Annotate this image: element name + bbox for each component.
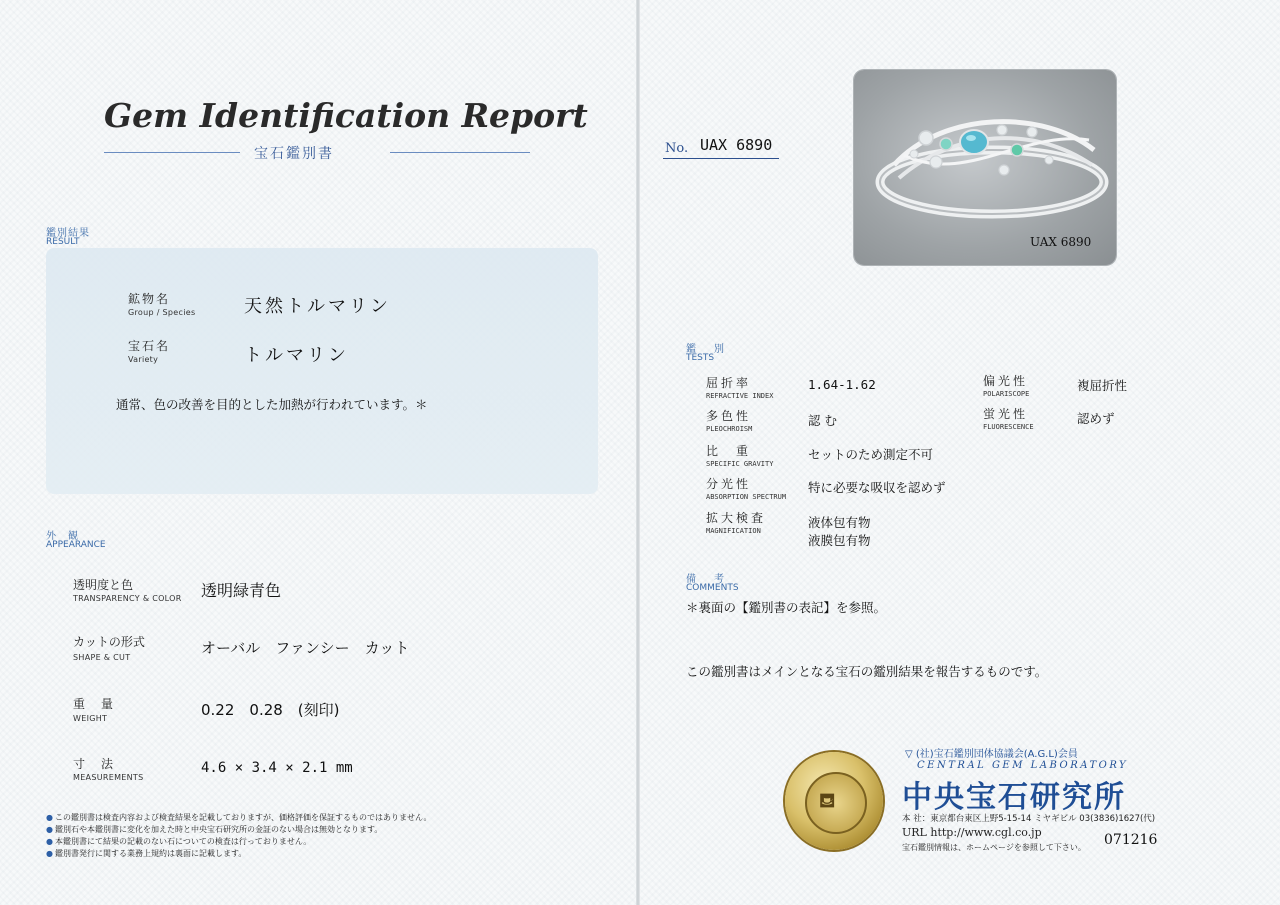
refractive-index-value: 1.64-1.62 <box>808 377 876 392</box>
test-label-en: POLARISCOPE <box>983 390 1030 398</box>
result-section-en: RESULT <box>46 237 80 247</box>
variety-label-en: Variety <box>128 355 159 364</box>
footnote-item: ● 鑑別石や本鑑別書に変化を加えた時と中央宝石研究所の金証のない場合は無効となります。 <box>46 824 431 836</box>
variety-label-ja: 宝石名 <box>128 339 171 353</box>
variety-value: トルマリン <box>244 345 349 366</box>
test-label-ja: 比 重 <box>706 444 752 458</box>
measure-label-en: MEASUREMENTS <box>73 773 144 782</box>
report-number-value: UAX 6890 <box>700 136 773 154</box>
association-text: (社)宝石鑑別団体協議会(A.G.L)会員 <box>915 749 1078 760</box>
comments-section-ja: 備 考 <box>686 574 728 585</box>
magnification-value-1: 液体包有物 <box>808 515 871 530</box>
footnote-item: ● 鑑別書発行に関する業務上規約は裏面に記載します。 <box>46 848 431 860</box>
group-value: 天然トルマリン <box>244 296 391 317</box>
transparency-label-ja: 透明度と色 <box>73 578 134 592</box>
magnification-value-2: 液膜包有物 <box>808 533 871 548</box>
lab-url: URL http://www.cgl.co.jp <box>902 826 1042 839</box>
page-fold <box>636 0 640 905</box>
weight-label-en: WEIGHT <box>73 714 108 723</box>
pleochroism-value: 認 む <box>808 413 837 428</box>
result-section-ja: 鑑別結果 <box>46 228 90 239</box>
fluorescence-value: 認めず <box>1077 411 1115 426</box>
test-label-ja: 分光性 <box>706 477 752 491</box>
lab-association <box>905 745 1078 760</box>
lab-address: 本 社：東京都台東区上野5-15-14 ミヤギビル 03(3836)1627(代) <box>902 814 1156 824</box>
test-label-ja: 多色性 <box>706 409 752 423</box>
measure-value: 4.6 × 3.4 × 2.1 mm <box>201 760 353 776</box>
appearance-section-ja: 外 観 <box>46 531 79 542</box>
shape-label-ja: カットの形式 <box>73 635 145 649</box>
subtitle-rule-right <box>390 152 530 153</box>
weight-value: 0.22 0.28 (刻印) <box>201 701 340 719</box>
diamond-icon: ▽ <box>905 749 913 760</box>
transparency-label-en: TRANSPARENCY & COLOR <box>73 594 182 603</box>
report-statement: この鑑別書はメインとなる宝石の鑑別結果を報告するものです。 <box>686 664 1048 679</box>
tests-section-ja: 鑑 別 <box>686 344 728 355</box>
result-panel <box>46 248 598 494</box>
test-label-ja: 蛍光性 <box>983 407 1029 421</box>
test-label-en: REFRACTIVE INDEX <box>706 392 774 400</box>
specific-gravity-value: セットのため測定不可 <box>808 447 934 462</box>
lab-name-en: CENTRAL GEM LABORATORY <box>917 760 1129 771</box>
test-label-en: SPECIFIC GRAVITY <box>706 460 774 468</box>
subtitle-rule-left <box>104 152 240 153</box>
seal-emblem-icon: ⛾ <box>819 788 836 812</box>
lab-name-ja: 中央宝石研究所 <box>902 780 1126 815</box>
lab-web-note: 宝石鑑別情報は、ホームページを参照して下さい。 <box>902 843 1086 852</box>
measure-label-ja: 寸 法 <box>73 757 116 771</box>
footnote-item: ● この鑑別書は検査内容および検査結果を記載しておりますが、価格評価を保証するものではありません。 <box>46 812 431 824</box>
report-number-label: No. <box>665 141 689 156</box>
test-label-ja: 屈折率 <box>706 376 752 390</box>
shape-value: オーバル ファンシー カット <box>201 639 410 657</box>
group-label-ja: 鉱物名 <box>128 292 171 306</box>
photo-caption: UAX 6890 <box>1030 235 1092 249</box>
footnote-item: ● 本鑑別書にて結果の記載のない石についての検査は行っておりません。 <box>46 836 431 848</box>
test-label-ja: 拡大検査 <box>706 511 767 525</box>
seal-inner <box>805 772 867 834</box>
polariscope-value: 複屈折性 <box>1077 378 1128 393</box>
test-label-en: PLEOCHROISM <box>706 425 753 433</box>
report-subtitle <box>104 143 530 163</box>
appearance-section-en: APPEARANCE <box>46 540 106 550</box>
serial-number: 071216 <box>1104 832 1158 848</box>
ring-photo <box>854 70 1116 265</box>
footnotes <box>46 812 431 860</box>
tests-section-en: TESTS <box>686 353 715 363</box>
test-label-en: FLUORESCENCE <box>983 423 1034 431</box>
group-label-en: Group / Species <box>128 308 196 317</box>
test-label-en: MAGNIFICATION <box>706 527 761 535</box>
shape-label-en: SHAPE & CUT <box>73 653 131 662</box>
report-title: Gem Identification Report <box>104 96 588 135</box>
absorption-spectrum-value: 特に必要な吸収を認めず <box>808 480 946 495</box>
weight-label-ja: 重 量 <box>73 697 116 711</box>
test-label-ja: 偏光性 <box>983 374 1029 388</box>
report-number-underline <box>663 158 779 159</box>
test-label-en: ABSORPTION SPECTRUM <box>706 493 787 501</box>
comments-text: ＊裏面の【鑑別書の表記】を参照。 <box>686 600 887 615</box>
transparency-value: 透明緑青色 <box>201 581 282 600</box>
treatment-note: 通常、色の改善を目的とした加熱が行われています。＊ <box>116 397 428 412</box>
lab-seal <box>785 752 883 850</box>
subtitle-text: 宝石鑑別書 <box>254 146 334 162</box>
comments-section-en: COMMENTS <box>686 583 739 593</box>
